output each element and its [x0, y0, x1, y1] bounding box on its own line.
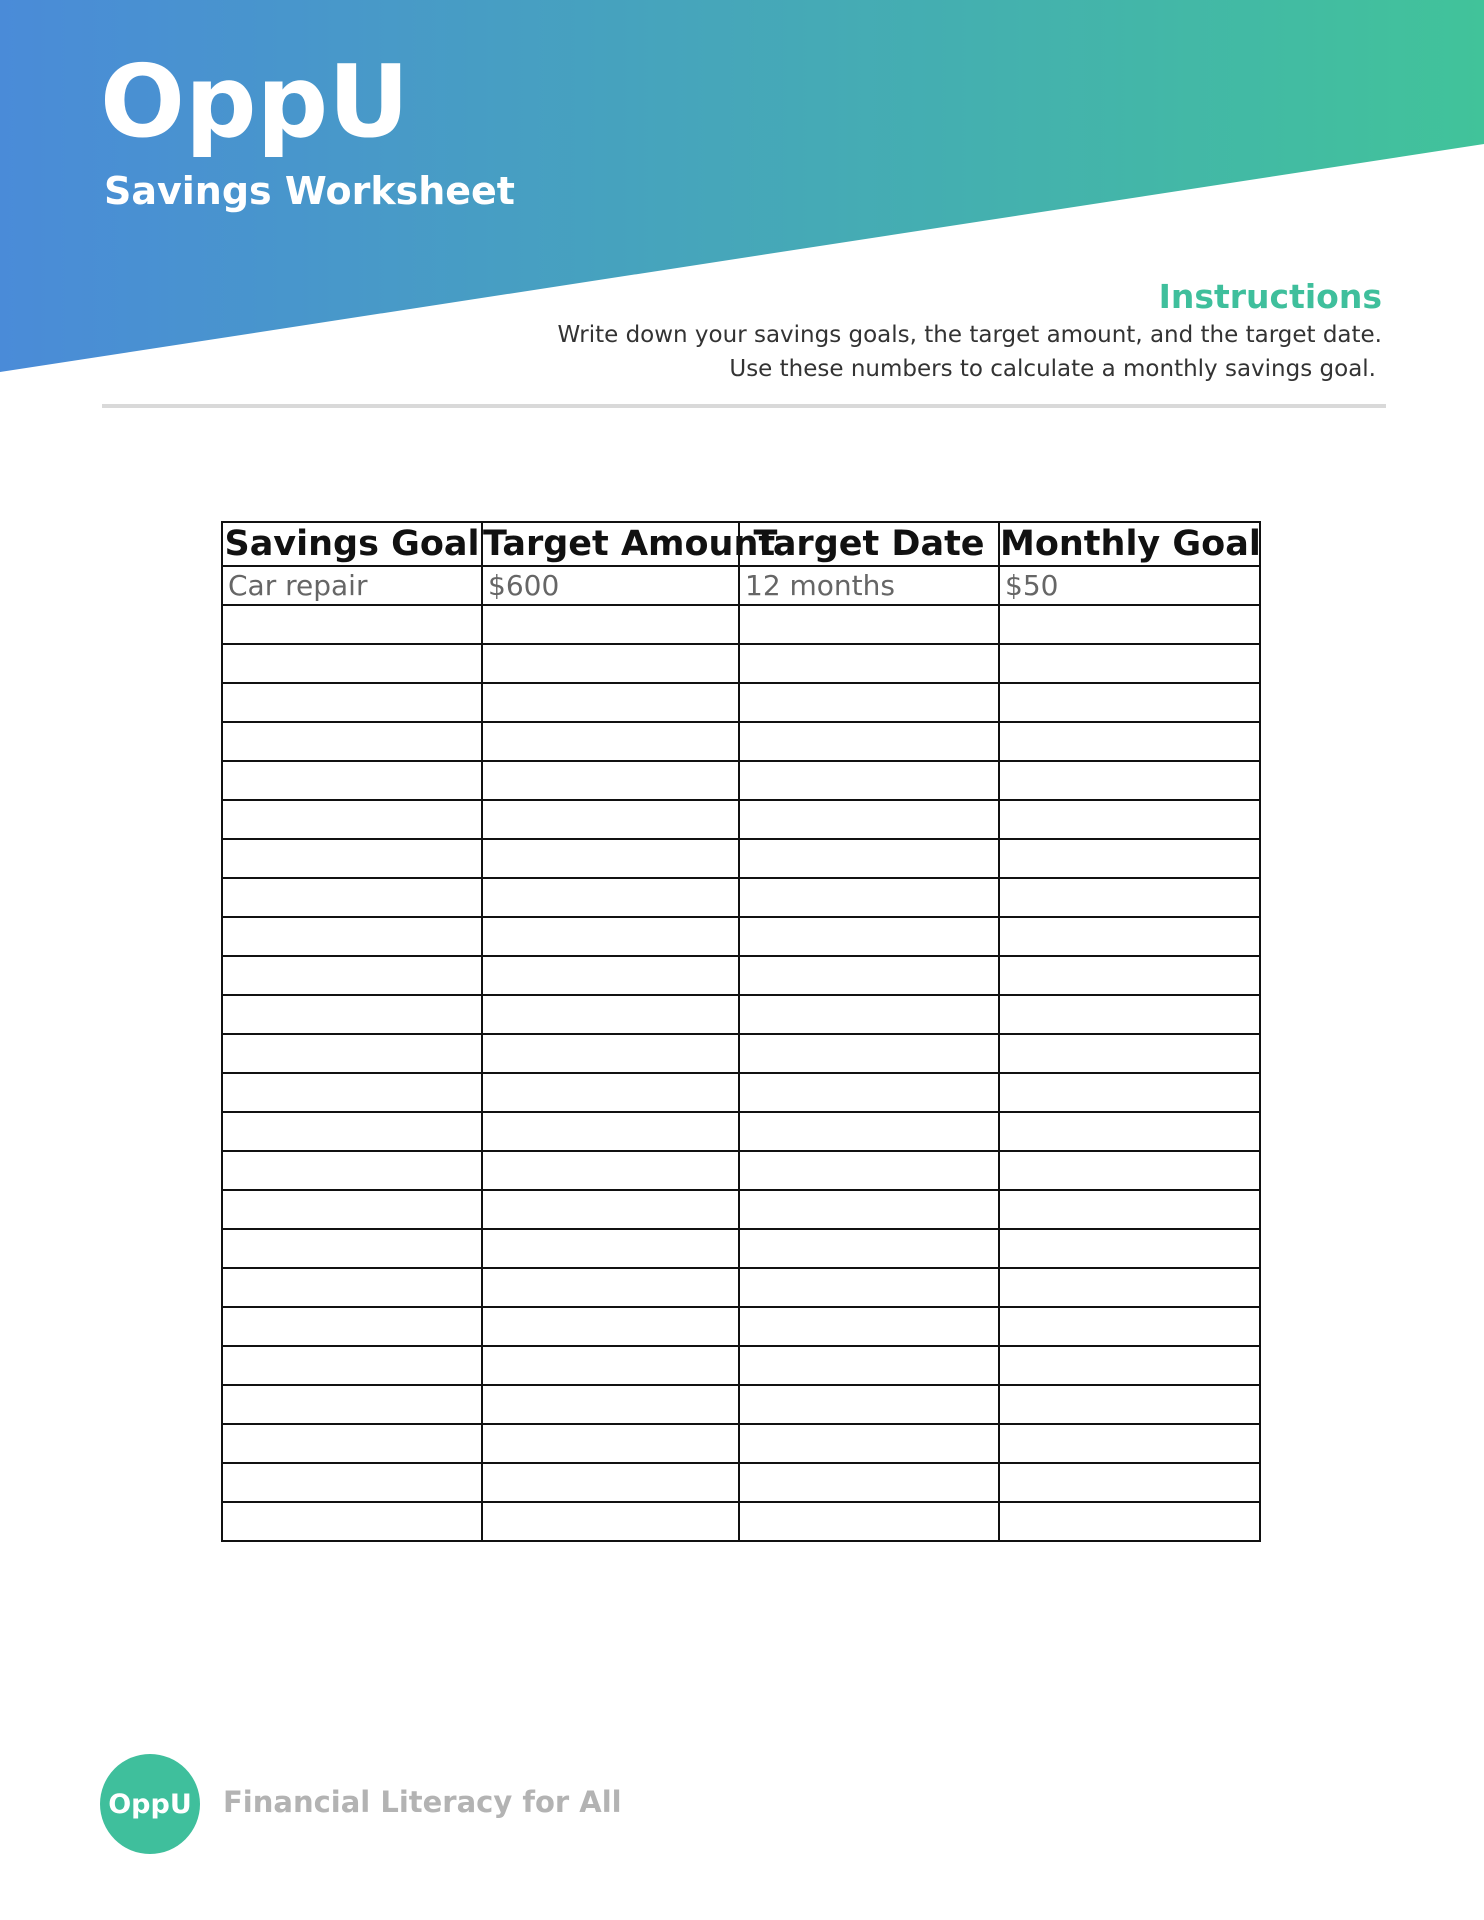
- table-cell[interactable]: [739, 1268, 999, 1307]
- table-cell[interactable]: [482, 839, 739, 878]
- table-cell[interactable]: [222, 1112, 482, 1151]
- table-cell[interactable]: [222, 1034, 482, 1073]
- table-cell[interactable]: [222, 761, 482, 800]
- table-row: [222, 1346, 1260, 1385]
- table-cell[interactable]: [999, 1034, 1260, 1073]
- instructions-heading: Instructions: [1158, 277, 1382, 316]
- table-cell[interactable]: [999, 1229, 1260, 1268]
- table-row: [222, 1385, 1260, 1424]
- table-row: [222, 1268, 1260, 1307]
- table-row: [222, 1307, 1260, 1346]
- table-cell[interactable]: [739, 1346, 999, 1385]
- table-cell[interactable]: [222, 1502, 482, 1541]
- footer-logo: OppU: [100, 1754, 200, 1854]
- table-cell[interactable]: [999, 1346, 1260, 1385]
- table-cell[interactable]: [739, 839, 999, 878]
- table-cell[interactable]: [999, 1268, 1260, 1307]
- table-cell[interactable]: [999, 644, 1260, 683]
- table-cell[interactable]: [222, 956, 482, 995]
- table-cell[interactable]: [482, 800, 739, 839]
- table-cell[interactable]: [739, 1073, 999, 1112]
- table-cell[interactable]: [999, 683, 1260, 722]
- table-cell[interactable]: [999, 1307, 1260, 1346]
- table-cell[interactable]: [999, 839, 1260, 878]
- table-cell[interactable]: [482, 1073, 739, 1112]
- example-savings-goal[interactable]: Car repair: [222, 566, 482, 605]
- table-cell[interactable]: [999, 956, 1260, 995]
- table-cell[interactable]: [482, 722, 739, 761]
- table-cell[interactable]: [999, 800, 1260, 839]
- table-cell[interactable]: [222, 1268, 482, 1307]
- table-cell[interactable]: [739, 995, 999, 1034]
- table-cell[interactable]: [222, 605, 482, 644]
- table-cell[interactable]: [999, 1502, 1260, 1541]
- table-cell[interactable]: [999, 761, 1260, 800]
- table-cell[interactable]: [999, 1385, 1260, 1424]
- table-cell[interactable]: [482, 1502, 739, 1541]
- table-cell[interactable]: [739, 644, 999, 683]
- instructions-line-2: Use these numbers to calculate a monthly savings goal.: [729, 356, 1376, 382]
- table-cell[interactable]: [739, 683, 999, 722]
- table-cell[interactable]: [222, 800, 482, 839]
- column-header-monthly-goal: Monthly Goal: [1000, 524, 1261, 564]
- table-cell[interactable]: [999, 1463, 1260, 1502]
- column-header-target-date: Target Date: [739, 522, 999, 566]
- table-row: [222, 1190, 1260, 1229]
- table-cell[interactable]: [739, 1229, 999, 1268]
- table-cell[interactable]: [999, 878, 1260, 917]
- table-cell[interactable]: [739, 1424, 999, 1463]
- table-header-row: [222, 522, 1260, 566]
- table-cell[interactable]: [482, 1346, 739, 1385]
- table-cell[interactable]: [222, 995, 482, 1034]
- example-row: [222, 566, 1260, 605]
- table-cell[interactable]: [999, 917, 1260, 956]
- table-row: [222, 956, 1260, 995]
- table-cell[interactable]: [482, 761, 739, 800]
- table-cell[interactable]: [482, 1424, 739, 1463]
- table-row: [222, 1229, 1260, 1268]
- column-header-savings-goal: Savings Goal: [222, 522, 482, 566]
- table-cell[interactable]: [222, 644, 482, 683]
- table-row: [222, 1151, 1260, 1190]
- table-cell[interactable]: [739, 1190, 999, 1229]
- page-subtitle: Savings Worksheet: [104, 169, 515, 213]
- divider: [102, 404, 1386, 408]
- table-cell[interactable]: [999, 1073, 1260, 1112]
- table-cell[interactable]: [739, 917, 999, 956]
- table-cell[interactable]: [222, 1346, 482, 1385]
- table-cell[interactable]: [222, 1151, 482, 1190]
- example-target-amount[interactable]: $600: [482, 566, 739, 605]
- table-row: [222, 644, 1260, 683]
- table-cell[interactable]: [482, 1385, 739, 1424]
- table-cell[interactable]: [222, 917, 482, 956]
- table-cell[interactable]: [222, 1073, 482, 1112]
- table-cell[interactable]: [999, 1190, 1260, 1229]
- table-cell[interactable]: [739, 761, 999, 800]
- table-cell[interactable]: [739, 1502, 999, 1541]
- table-cell[interactable]: [482, 1268, 739, 1307]
- table-cell[interactable]: [482, 1307, 739, 1346]
- table-row: [222, 1502, 1260, 1541]
- savings-table: [221, 521, 1261, 1542]
- table-row: [222, 917, 1260, 956]
- table-row: [222, 800, 1260, 839]
- example-target-date[interactable]: 12 months: [739, 566, 999, 605]
- table-cell[interactable]: [999, 1424, 1260, 1463]
- table-cell[interactable]: [739, 722, 999, 761]
- table-cell[interactable]: [739, 605, 999, 644]
- table-row: [222, 878, 1260, 917]
- table-cell[interactable]: [222, 1229, 482, 1268]
- table-cell[interactable]: [739, 1034, 999, 1073]
- table-cell[interactable]: [482, 878, 739, 917]
- table-row: [222, 1073, 1260, 1112]
- table-cell[interactable]: [222, 1190, 482, 1229]
- table-cell[interactable]: [482, 1034, 739, 1073]
- table-cell[interactable]: [739, 1307, 999, 1346]
- table-cell[interactable]: [222, 839, 482, 878]
- table-row: [222, 839, 1260, 878]
- table-cell[interactable]: [482, 1112, 739, 1151]
- table-cell[interactable]: [739, 800, 999, 839]
- brand-title: OppU: [100, 43, 410, 160]
- table-cell[interactable]: [999, 722, 1260, 761]
- table-cell[interactable]: [482, 995, 739, 1034]
- table-row: [222, 605, 1260, 644]
- table-cell[interactable]: [482, 1229, 739, 1268]
- table-cell[interactable]: [222, 1424, 482, 1463]
- table-cell[interactable]: [739, 1385, 999, 1424]
- table-cell[interactable]: [222, 683, 482, 722]
- table-cell[interactable]: [739, 956, 999, 995]
- table-row: [222, 1463, 1260, 1502]
- column-header-target-amount: Target Amount: [483, 524, 776, 564]
- table-cell[interactable]: [999, 1112, 1260, 1151]
- table-row: [222, 683, 1260, 722]
- table-cell[interactable]: [999, 1151, 1260, 1190]
- table-cell[interactable]: [222, 1307, 482, 1346]
- table-cell[interactable]: [482, 1463, 739, 1502]
- table-row: [222, 995, 1260, 1034]
- table-cell[interactable]: [222, 1463, 482, 1502]
- table-cell[interactable]: [482, 917, 739, 956]
- table-cell[interactable]: [739, 878, 999, 917]
- table-row: [222, 1034, 1260, 1073]
- table-cell[interactable]: [739, 1151, 999, 1190]
- table-cell[interactable]: [999, 605, 1260, 644]
- table-cell[interactable]: [482, 956, 739, 995]
- table-cell[interactable]: [482, 644, 739, 683]
- table-cell[interactable]: [482, 683, 739, 722]
- table-cell[interactable]: [999, 995, 1260, 1034]
- instructions-line-1: Write down your savings goals, the target amount, and the target date.: [557, 322, 1382, 348]
- table-cell[interactable]: [739, 1463, 999, 1502]
- footer-tagline: Financial Literacy for All: [223, 1785, 622, 1819]
- table-cell[interactable]: [482, 1190, 739, 1229]
- table-cell[interactable]: [222, 878, 482, 917]
- table-cell[interactable]: [222, 1385, 482, 1424]
- table-cell[interactable]: [482, 1151, 739, 1190]
- table-cell[interactable]: [739, 1112, 999, 1151]
- table-cell[interactable]: [482, 605, 739, 644]
- example-monthly-goal[interactable]: $50: [999, 566, 1260, 605]
- table-row: [222, 761, 1260, 800]
- table-row: [222, 1112, 1260, 1151]
- table-cell[interactable]: [222, 722, 482, 761]
- table-row: [222, 722, 1260, 761]
- table-row: [222, 1424, 1260, 1463]
